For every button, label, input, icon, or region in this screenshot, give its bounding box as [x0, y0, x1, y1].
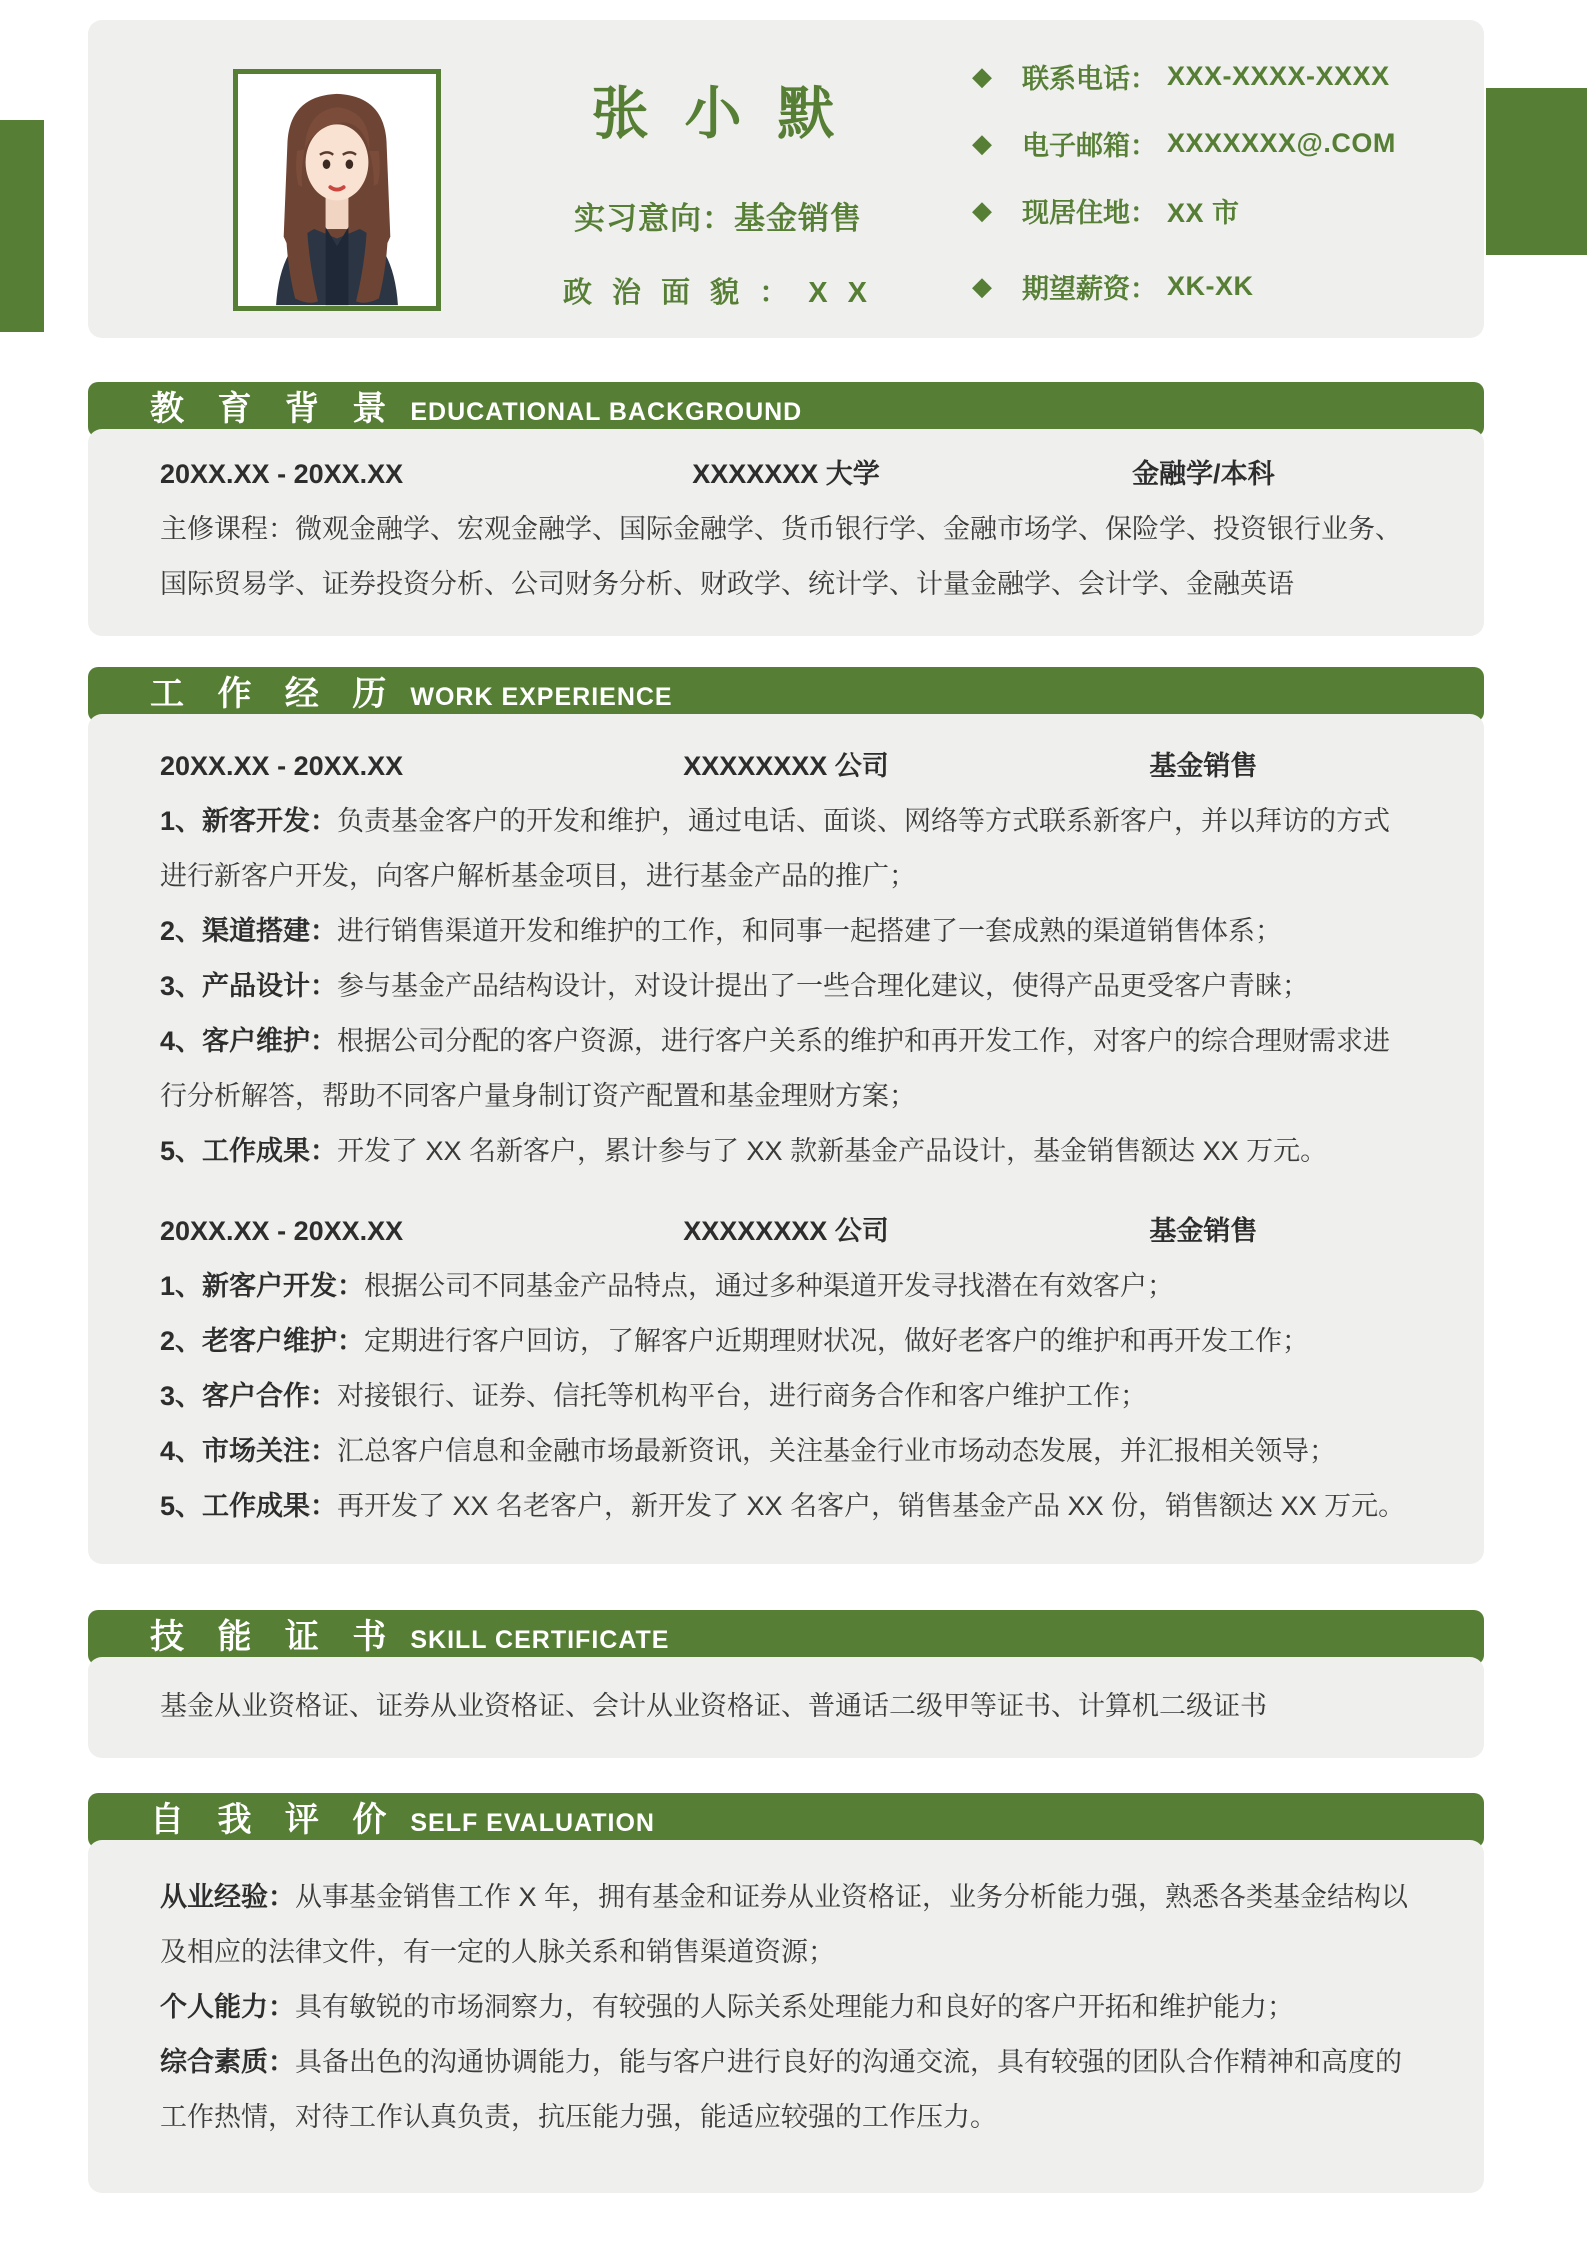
duty-label: 3、客户合作：: [160, 1381, 338, 1411]
duty-text: 再开发了 XX 名老客户，新开发了 XX 名客户，销售基金产品 XX 份，销售额达 XX 万元。: [337, 1491, 1406, 1521]
job-role: 基金销售: [1149, 751, 1258, 781]
job-summary-row: [160, 739, 1412, 794]
identity-block: [528, 20, 908, 311]
skills-section: [88, 1610, 1484, 1758]
section-title-zh: 自 我 评 价: [150, 1801, 399, 1839]
section-title-zh: 技 能 证 书: [150, 1618, 399, 1656]
courses-label: 主修课程：: [160, 514, 295, 544]
duty-text: 定期进行客户回访，了解客户近期理财状况，做好老客户的维护和再开发工作；: [364, 1326, 1310, 1356]
left-accent-bar: [0, 120, 44, 332]
duty-label: 3、产品设计：: [160, 971, 338, 1001]
right-accent-bar: [1486, 88, 1587, 255]
section-title-zh: 工 作 经 历: [150, 675, 399, 713]
education-period: 20XX.XX - 20XX.XX: [160, 459, 404, 489]
duty-text: 汇总客户信息和金融市场最新资讯，关注基金行业市场动态发展，并汇报相关领导；: [337, 1436, 1337, 1466]
duty-label: 5、工作成果：: [160, 1491, 338, 1521]
certificates-text: 基金从业资格证、证券从业资格证、会计从业资格证、普通话二级甲等证书、计算机二级证书: [160, 1691, 1267, 1721]
evaluation-text: 具备出色的沟通协调能力，能与客户进行良好的沟通交流，具有较强的团队合作精神和高度的工作热情，对待工作认真负责，抗压能力强，能适应较强的工作压力。: [160, 2047, 1402, 2132]
evaluation-label: 综合素质：: [160, 2047, 295, 2077]
self-evaluation-content: [88, 1840, 1484, 2193]
contact-value: XXX-XXXX-XXXX: [1167, 60, 1390, 91]
job-role: 基金销售: [1149, 1216, 1258, 1246]
duty-label: 1、新客开发：: [160, 806, 338, 836]
duty-text: 参与基金产品结构设计，对设计提出了一些合理化建议，使得产品更受客户青睐；: [337, 971, 1310, 1001]
courses-text: 微观金融学、宏观金融学、国际金融学、货币银行学、金融市场学、保险学、投资银行业务、国际贸易学、证券投资分析、公司财务分析、财政学、统计学、计量金融学、会计学、金融英语: [160, 514, 1402, 599]
job-duty-item: [160, 1369, 1412, 1424]
job-duty-item: [160, 794, 1412, 904]
evaluation-text: 具有敏锐的市场洞察力，有较强的人际关系处理能力和良好的客户开拓和维护能力；: [295, 1992, 1294, 2022]
education-summary-row: [160, 447, 1412, 502]
contact-value: XX 市: [1167, 197, 1240, 228]
header-card: [88, 20, 1484, 338]
evaluation-text: 从事基金销售工作 X 年，拥有基金和证券从业资格证，业务分析能力强，熟悉各类基金结构以及相应的法律文件，有一定的人脉关系和销售渠道资源；: [160, 1882, 1409, 1967]
self-evaluation-item: [160, 2035, 1412, 2145]
diamond-icon: ◆: [972, 61, 992, 91]
duty-text: 开发了 XX 名新客户，累计参与了 XX 款新基金产品设计，基金销售额达 XX 万元。: [337, 1136, 1328, 1166]
contact-label: 期望薪资：: [1022, 273, 1157, 304]
contact-value: XK-XK: [1167, 270, 1254, 301]
education-content: [88, 429, 1484, 636]
contact-value: XXXXXXX@.COM: [1167, 127, 1396, 158]
duty-label: 5、工作成果：: [160, 1136, 338, 1166]
job-period: 20XX.XX - 20XX.XX: [160, 1216, 404, 1246]
duty-label: 4、客户维护：: [160, 1026, 338, 1056]
job-duty-item: [160, 1479, 1412, 1534]
section-title-en: EDUCATIONAL BACKGROUND: [410, 398, 803, 426]
duty-text: 负责基金客户的开发和维护，通过电话、面谈、网络等方式联系新客户，并以拜访的方式进行新客户开发，向客户解析基金项目，进行基金产品的推广；: [160, 806, 1391, 891]
duty-label: 2、渠道搭建：: [160, 916, 338, 946]
duty-text: 根据公司分配的客户资源，进行客户关系的维护和再开发工作，对客户的综合理财需求进行分析解答，帮助不同客户量身制订资产配置和基金理财方案；: [160, 1026, 1391, 1111]
internship-intent: 实习意向：基金销售: [574, 201, 862, 236]
diamond-icon: ◆: [972, 128, 992, 158]
political-status: 政 治 面 貌 ： X X: [562, 277, 874, 309]
contact-list: [972, 56, 1396, 306]
portrait-illustration: [238, 74, 436, 306]
job-period: 20XX.XX - 20XX.XX: [160, 751, 404, 781]
profile-photo: [233, 69, 441, 311]
section-title-en: SKILL CERTIFICATE: [410, 1626, 670, 1654]
contact-label: 现居住地：: [1022, 197, 1157, 228]
diamond-icon: ◆: [972, 271, 992, 301]
contact-phone: [972, 56, 1396, 96]
contact-salary: [972, 266, 1396, 306]
candidate-name: 张 小 默: [591, 82, 845, 146]
section-title-en: SELF EVALUATION: [410, 1809, 655, 1837]
duty-text: 根据公司不同基金产品特点，通过多种渠道开发寻找潜在有效客户；: [364, 1271, 1175, 1301]
evaluation-label: 个人能力：: [160, 1992, 295, 2022]
education-school: XXXXXXX 大学: [692, 459, 880, 489]
job-duty-item: [160, 1314, 1412, 1369]
section-title-zh: 教 育 背 景: [150, 390, 399, 428]
job-duty-item: [160, 1124, 1412, 1179]
job-company: XXXXXXXX 公司: [683, 1216, 889, 1246]
work-section: [88, 667, 1484, 1564]
job-duty-item: [160, 959, 1412, 1014]
contact-email: [972, 123, 1396, 163]
contact-city: [972, 190, 1396, 230]
job-duty-item: [160, 1259, 1412, 1314]
skills-content: [88, 1657, 1484, 1758]
evaluation-label: 从业经验：: [160, 1882, 295, 1912]
job-summary-row: [160, 1204, 1412, 1259]
duty-label: 2、老客户维护：: [160, 1326, 365, 1356]
self-evaluation-item: [160, 1870, 1412, 1980]
education-section: [88, 382, 1484, 636]
contact-label: 联系电话：: [1022, 63, 1157, 94]
job-divider-space: [160, 1179, 1412, 1204]
section-title-en: WORK EXPERIENCE: [410, 683, 673, 711]
duty-label: 1、新客户开发：: [160, 1271, 365, 1301]
duty-text: 进行销售渠道开发和维护的工作，和同事一起搭建了一套成熟的渠道销售体系；: [337, 916, 1283, 946]
job-duty-item: [160, 904, 1412, 959]
duty-text: 对接银行、证券、信托等机构平台，进行商务合作和客户维护工作；: [337, 1381, 1148, 1411]
diamond-icon: ◆: [972, 195, 992, 225]
self-evaluation-item: [160, 1980, 1412, 2035]
contact-label: 电子邮箱：: [1022, 130, 1157, 161]
job-duty-item: [160, 1014, 1412, 1124]
duty-label: 4、市场关注：: [160, 1436, 338, 1466]
job-duty-item: [160, 1424, 1412, 1479]
job-company: XXXXXXXX 公司: [683, 751, 889, 781]
work-content: [88, 714, 1484, 1564]
education-courses: [160, 502, 1412, 612]
education-degree: 金融学/本科: [1132, 459, 1275, 489]
self-evaluation-section: [88, 1793, 1484, 2193]
